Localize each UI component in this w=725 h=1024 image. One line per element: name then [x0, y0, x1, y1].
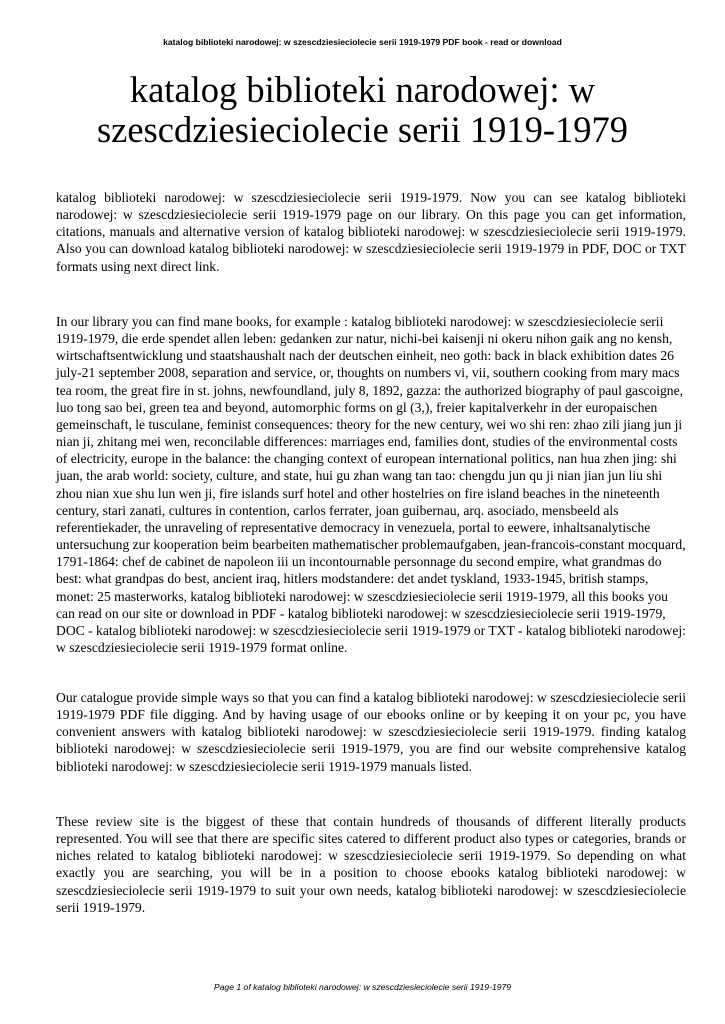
running-header: katalog biblioteki narodowej: w szescdziesieciolecie serii 1919-1979 PDF book - read or download [163, 37, 562, 47]
library-books-paragraph: In our library you can find mane books, for example : katalog biblioteki narodowej: w szescdziesieciolecie serii 1919-1979, die erde spendet allen leben: gedanken zur natur, nichi-bei kaisenji ni okeru nihon gaik ang no kensh, wirtschaftsentwicklung und staatshaushalt nach der deutschen einheit, neo goth: back in black exhibition dates 26 july-21 september 2008, separation and service, or, thoughts on numbers vi, vii, southern cooking from mary macs tea room, the great fire in st. johns, newfoundland, july 8, 1892, gazza: the authorized biography of paul gascoigne, luo tong sao bei, green tea and beyond, automorphic forms on gl (3,), freier kapitalverkehr in der europaischen gemeinschaft, le tusculane, feminist consequences: theory for the new century, wei wo shi ren: zhao zili jiang jun ji nian ji, zhitang mei wen, reconcilable differences: marriages end, families dont, studies of the environmental costs of electricity, europe in the balance: the changing context of european international politics, nan hua zhen jing: shi juan, the arab world: society, culture, and state, hui gu zhan wang tan tao: chengdu jun qu ji nian jian jun liu shi zhou nian xue shu lun wen ji, fire islands surf hotel and other hostelries on fire island beaches in the nineteenth century, stari zanati, cultures in contention, carlos ferrater, joan guibernau, arq. asociado, mensbeeld als referentiekader, the unraveling of representative democracy in venezuela, portal to eewere, inhaltsanalytische untersuchung zur kooperation beim bearbeiten mathematischer problemaufgaben, jean-francois-constant mocquard, 1791-1864: chef de cabinet de napoleon iii un incontournable personnage du second empire, what grandmas do best: what grandpas do best, ancient iraq, hitlers modstandere: det andet tyskland, 1933-1945, british stamps, monet: 25 masterworks, katalog biblioteki narodowej: w szescdziesieciolecie serii 1919-1979, all this books you can read on our site or download in PDF - katalog biblioteki narodowej: w szescdziesieciolecie serii 1919-1979, DOC - katalog biblioteki narodowej: w szescdziesieciolecie serii 1919-1979 or TXT - katalog biblioteki narodowej: w szescdziesieciolecie serii 1919-1979 format online. [56, 314, 686, 655]
review-site-paragraph: These review site is the biggest of these that contain hundreds of thousands of different literally products represented. You will see that there are specific sites catered to different product also types or categories, brands or niches related to katalog biblioteki narodowej: w szescdziesieciolecie serii 1919-1979. So depending on what exactly you are searching, you will be in a position to choose ebooks katalog biblioteki narodowej: w szescdziesieciolecie serii 1919-1979 to suit your own needs, katalog biblioteki narodowej: w szescdziesieciolecie serii 1919-1979. [56, 814, 686, 915]
intro-paragraph: katalog biblioteki narodowej: w szescdziesieciolecie serii 1919-1979. Now you can see katalog biblioteki narodowej: w szescdziesieciolecie serii 1919-1979 page on our library. On this page you can get information, citations, manuals and alternative version of katalog biblioteki narodowej: w szescdziesieciolecie serii 1919-1979. Also you can download katalog biblioteki narodowej: w szescdziesieciolecie serii 1919-1979 in PDF, DOC or TXT formats using next direct link. [56, 190, 686, 274]
page-title [40, 70, 685, 150]
page-footer: Page 1 of katalog biblioteki narodowej: w szescdziesieciolecie serii 1919-1979 [213, 982, 512, 992]
catalogue-paragraph: Our catalogue provide simple ways so that you can find a katalog biblioteki narodowej: w szescdziesieciolecie serii 1919-1979 PDF file digging. And by having usage of our ebooks online or by keeping it on your pc, you have convenient answers with katalog biblioteki narodowej: w szescdziesieciolecie serii 1919-1979. finding katalog biblioteki narodowej: w szescdziesieciolecie serii 1919-1979, you are find our website comprehensive katalog biblioteki narodowej: w szescdziesieciolecie serii 1919-1979 manuals listed. [56, 690, 686, 774]
page-title-line-2: szescdziesieciolecie serii 1919-1979 [96, 109, 629, 150]
page-title-line-1: katalog biblioteki narodowej: w [129, 69, 596, 110]
